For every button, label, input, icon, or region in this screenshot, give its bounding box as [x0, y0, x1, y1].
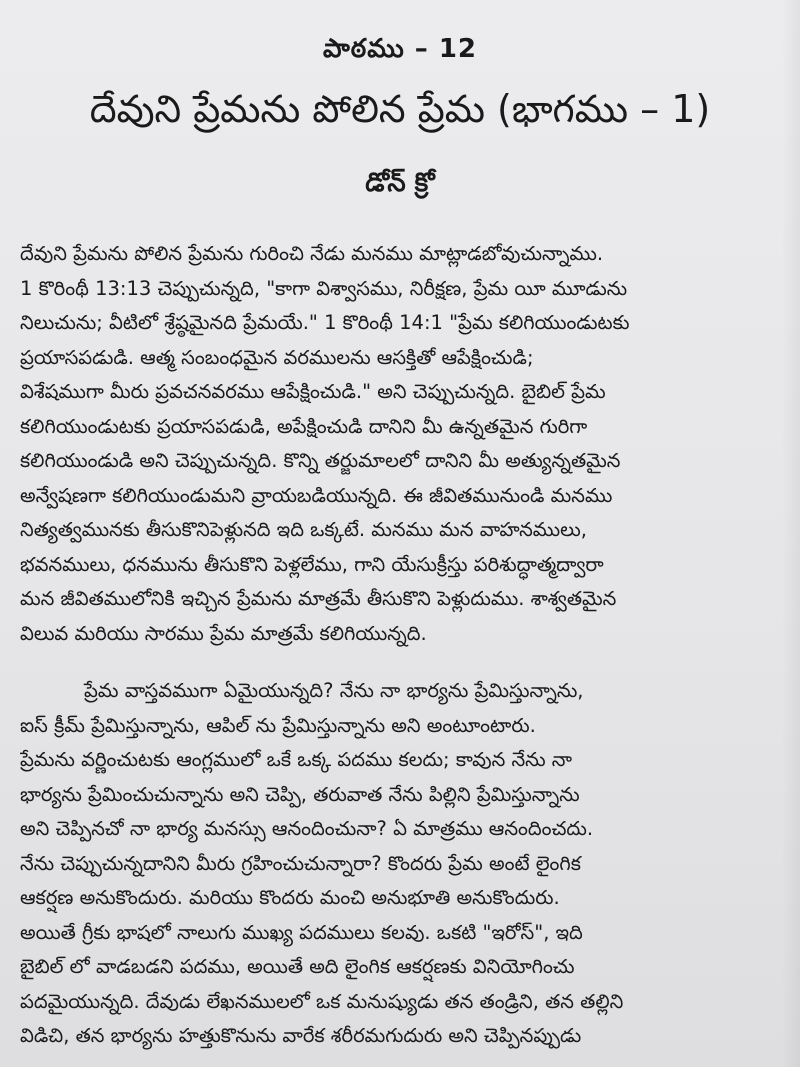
text-line: విడిచి, తన భార్యను హత్తుకొనును వారేక శరీరమగుదురు అని చెప్పినప్పుడు [20, 1024, 582, 1047]
paragraph-2 [20, 674, 790, 1054]
lesson-title: దేవుని ప్రేమను పోలిన ప్రేమ (భాగము – 1) [89, 87, 711, 131]
text-line: కలిగియుండుడి అని చెప్పుచున్నది. కొన్ని తర్జుమాలలో దానిని మీ అత్యున్నతమైన [20, 449, 621, 472]
text-line: ఆకర్షణ అనుకొందురు. మరియు కొందరు మంచి అనుభూతి అనుకొందురు. [20, 886, 560, 909]
text-line: అయితే గ్రీకు భాషలో నాలుగు ముఖ్య పదములు కలవు. ఒకటి "ఇరోస్", ఇది [20, 920, 583, 944]
page-edge-shadow [782, 0, 800, 1067]
text-line: దేవుని ప్రేమను పోలిన ప్రేమను గురించి నేడు మనము మాట్లాడబోవుచున్నాము. [20, 242, 604, 265]
text-line: భార్యను ప్రేమించుచున్నాను అని చెప్పి, తరువాత నేను పిల్లిని ప్రేమిస్తున్నాను [20, 782, 580, 806]
text-line: ప్రేమ వాస్తవముగా ఏమైయున్నది? నేను నా భార్యను ప్రేమిస్తున్నాను, [84, 679, 584, 702]
author-name: డోన్ క్రో [365, 168, 435, 198]
text-line: నిత్యత్వమునకు తీసుకొనిపెళ్లునది ఇది ఒక్కటే. మనము మన వాహనములు, [20, 518, 587, 541]
text-line: నేను చెప్పుచున్నదానిని మీరు గ్రహించుచున్నారా? కొందరు ప్రేమ అంటే లైంగిక [20, 851, 581, 875]
text-line: 1 కొరింథీ 13:13 చెప్పుచున్నది, "కాగా విశ్వాసము, నిరీక్షణ, ప్రేమ యీ మూడును [20, 276, 628, 300]
text-line: విశేషముగా మీరు ప్రవచనవరము ఆపేక్షించుడి." అని చెప్పుచున్నది. బైబిల్ ప్రేమ [20, 380, 606, 403]
text-line: బైబిల్ లో వాడబడని పదము, అయితే అది లైంగిక ఆకర్షణకు వినియోగించు [20, 955, 575, 978]
paragraph-1 [20, 237, 790, 651]
text-line: అన్వేషణగా కలిగియుండుమని వ్రాయబడియున్నది. ఈ జీవితమునుండి మనము [20, 483, 613, 507]
text-line: కలిగియుండుటకు ప్రయాసపడుడి, అపేక్షించుడి దానిని మీ ఉన్నతమైన గురిగా [20, 414, 588, 438]
text-line: అని చెప్పినచో నా భార్య మనస్సు ఆనందించునా? ఏ మాత్రము ఆనందించదు. [20, 817, 594, 840]
text-line: భవనములు, ధనమును తీసుకొని పెళ్లలేము, గాని యేసుక్రీస్తు పరిశుద్ధాత్మద్వారా [20, 552, 604, 576]
text-line: మన జీవితములోనికి ఇచ్చిన ప్రేమను మాత్రమే తీసుకొని పెళ్లుదుము. శాశ్వతమైన [20, 587, 617, 610]
text-line: ప్రయాసపడుడి. ఆత్మ సంబంధమైన వరములను ఆసక్తితో ఆపేక్షించుడి; [20, 345, 534, 369]
text-line: ఐస్ క్రీమ్ ప్రేమిస్తున్నాను, ఆపిల్ ను ప్రేమిస్తున్నాను అని అంటూంటారు. [20, 713, 536, 737]
text-line: విలువ మరియు సారము ప్రేమ మాత్రమే కలిగియున్నది. [20, 621, 427, 645]
text-line: పదమైయున్నది. దేవుడు లేఖనములలో ఒక మనుష్యుడు తన తండ్రిని, తన తల్లిని [20, 989, 624, 1013]
text-line: ప్రేమను వర్ణించుటకు ఆంగ్లములో ఒకే ఒక్క పదము కలదు; కావున నేను నా [20, 748, 573, 771]
lesson-number: పాఠము – 12 [322, 34, 477, 64]
text-line: నిలుచును; వీటిలో శ్రేష్ఠమైనది ప్రేమయే." 1 కొరింథీ 14:1 "ప్రేమ కలిగియుండుటకు [20, 311, 630, 334]
